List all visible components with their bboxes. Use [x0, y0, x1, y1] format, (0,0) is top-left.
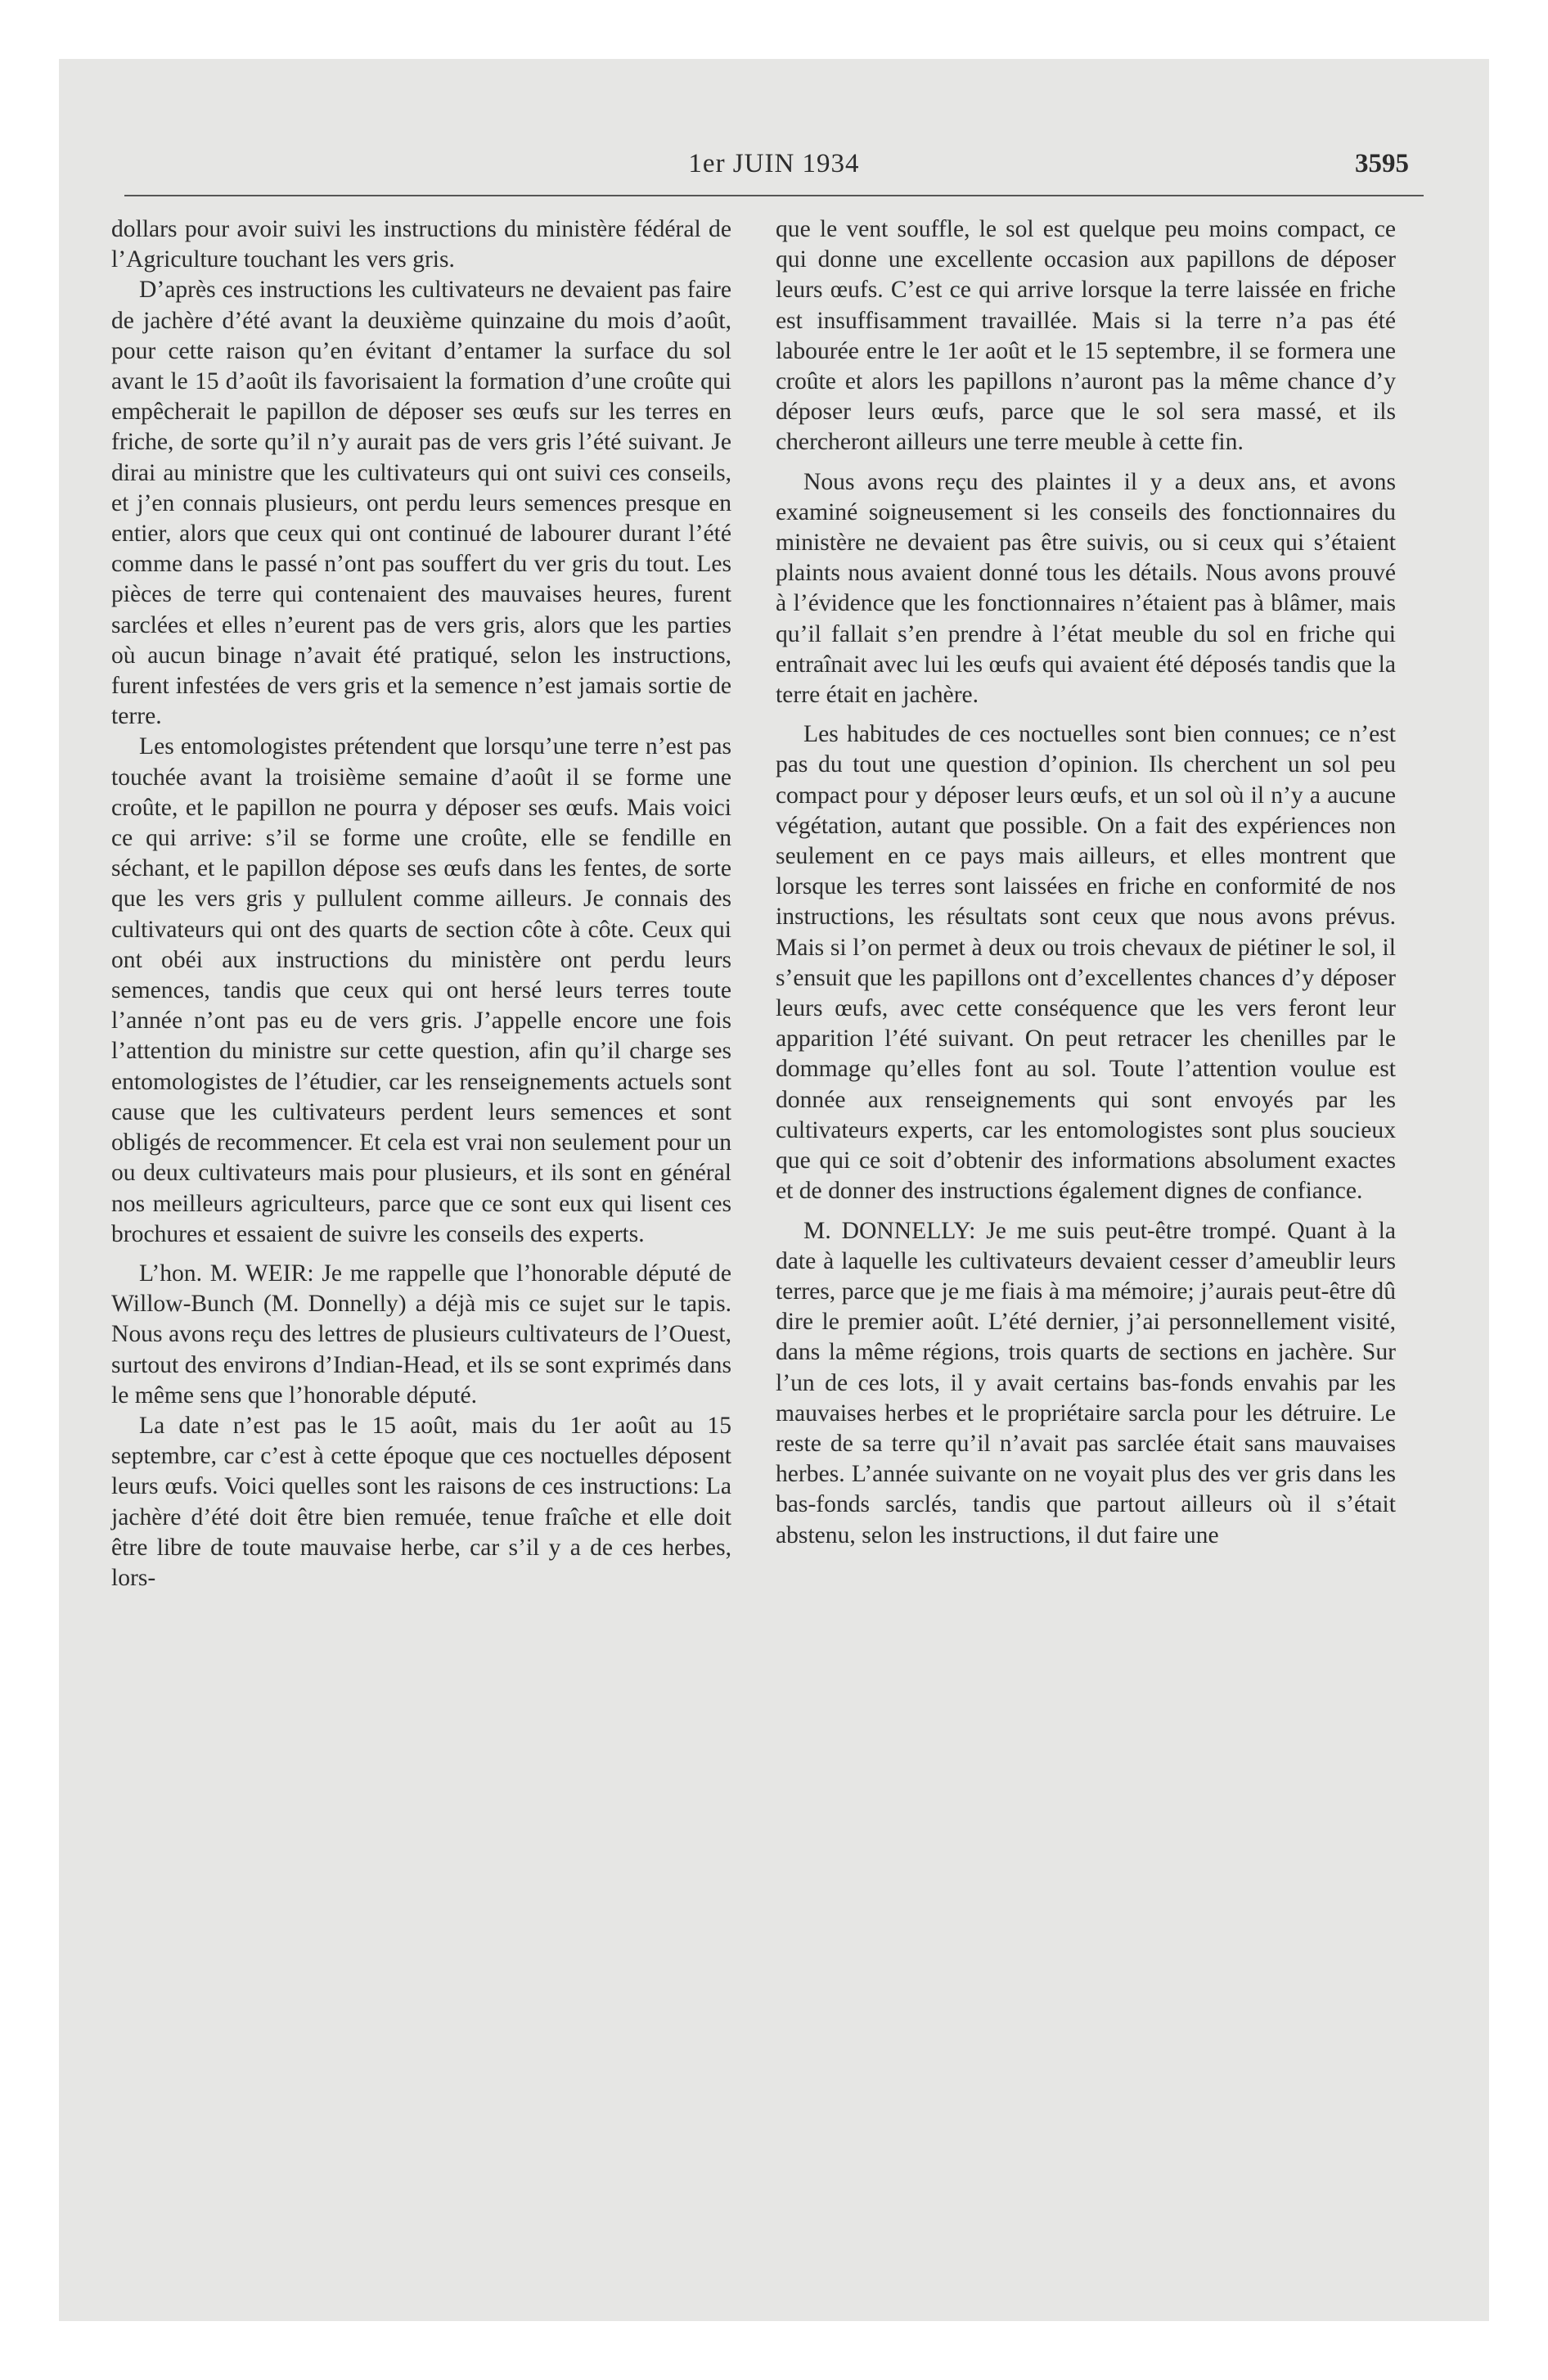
paragraph: La date n’est pas le 15 août, mais du 1er août au 15 septembre, car c’est à cette époque que ces noctuelles déposent leurs œufs. Voici quelles sont les raisons de ces instructions: La jachère d’été doit être bien remuée, tenue fraîche et elle doit être libre de toute mauvaise herbe, car s’il y a de ces herbes, lors- [111, 1412, 731, 1591]
header-date: 1er JUIN 1934 [688, 149, 860, 178]
paragraph: M. DONNELLY: Je me suis peut-être trompé. Quant à la date à laquelle les cultivateurs devaient cesser d’ameublir leurs terres, parce que je me fiais à ma mémoire; j’aurais peut-être dû dire le premier août. L’été dernier, j’ai personnellement visité, dans la même régions, trois quarts de sections en jachère. Sur l’un de ces lots, il y avait certains bas-fonds envahis par les mauvaises herbes et le propriétaire sarcla pour les détruire. Le reste de sa terre qu’il n’avait pas sarclée était sans mauvaises herbes. L’année suivante on ne voyait plus des ver gris dans les bas-fonds sarclés, tandis que partout ailleurs où il s’était abstenu, selon les instructions, il dut faire une [776, 1217, 1396, 1548]
paragraph: Nous avons reçu des plaintes il y a deux ans, et avons examiné soigneusement si les conseils des fonctionnaires du ministère ne devaient pas être suivis, ou si ceux qui s’étaient plaints nous avaient donné tous les détails. Nous avons prouvé à l’évidence que les fonctionnaires n’étaient pas à blâmer, mais qu’il fallait s’en prendre à l’état meuble du sol en friche qui entraînait avec lui les œufs qui avaient été déposés tandis que la terre était en jachère. [776, 468, 1396, 709]
paragraph: Les habitudes de ces noctuelles sont bien connues; ce n’est pas du tout une question d’opinion. Ils cherchent un sol peu compact pour y déposer leurs œufs, et un sol où il n’y a aucune végétation, autant que possible. On a fait des expériences non seulement en ce pays mais ailleurs, et elles montrent que lorsque les terres sont laissées en friche en conformité de nos instructions, les résultats sont ceux que nous avons prévus. Mais si l’on permet à deux ou trois chevaux de piétiner le sol, il s’ensuit que les papillons ont d’excellentes chances d’y déposer leurs œufs, avec cette conséquence que les vers feront leur apparition l’été suivant. On peut retracer les chenilles par le dommage qu’elles font au sol. Toute l’attention voulue est donnée aux renseignements qui sont envoyés par les cultivateurs experts, car les entomologistes sont plus soucieux que qui ce soit d’obtenir des informations absolument exactes et de donner des instructions également dignes de confiance. [776, 721, 1396, 1205]
paragraph: D’après ces instructions les cultivateurs ne devaient pas faire de jachère d’été avant la deuxième quinzaine du mois d’août, pour cette raison qu’en évitant d’entamer la surface du sol avant le 15 d’août ils favorisaient la formation d’une croûte qui empêcherait le papillon de déposer ses œufs sur les terres en friche, de sorte qu’il n’y aurait pas de vers gris l’été suivant. Je dirai au ministre que les cultivateurs qui ont suivi ces conseils, et j’en connais plusieurs, ont perdu leurs semences presque en entier, alors que ceux qui ont continué de labourer durant l’été comme dans le passé n’ont pas souffert du ver gris du tout. Les pièces de terre qui contenaient des mauvaises heures, furent sarclées et elles n’eurent pas de vers gris, alors que les parties où aucun binage n’avait été pratiqué, selon les instructions, furent infestées de vers gris et la semence n’est jamais sortie de terre. [111, 277, 731, 730]
paragraph: dollars pour avoir suivi les instructions du ministère fédéral de l’Agriculture touchant les vers gris. [111, 216, 731, 273]
page-header [124, 149, 1424, 182]
scanned-page [59, 59, 1489, 2321]
paragraph: que le vent souffle, le sol est quelque peu moins compact, ce qui donne une excellente occasion aux papillons de déposer leurs œufs. C’est ce qui arrive lorsque la terre laissée en friche est insuffisamment travaillée. Mais si la terre n’a pas été labourée entre le 1er août et le 15 septembre, il se formera une croûte et alors les papillons n’auront pas la même chance d’y déposer leurs œufs, parce que le sol sera massé, et ils chercheront ailleurs une terre meuble à cette fin. [776, 216, 1396, 456]
page-number: 3595 [1355, 149, 1409, 178]
paragraph: L’hon. M. WEIR: Je me rappelle que l’honorable député de Willow-Bunch (M. Donnelly) a déjà mis ce sujet sur le tapis. Nous avons reçu des lettres de plusieurs cultivateurs de l’Ouest, surtout des environs d’Indian-Head, et ils se sont exprimés dans le même sens que l’honorable député. [111, 1260, 731, 1409]
left-column [111, 214, 731, 1593]
page [59, 59, 1489, 2321]
right-column [776, 214, 1396, 1551]
header-rule [124, 195, 1424, 196]
paragraph: Les entomologistes prétendent que lorsqu’une terre n’est pas touchée avant la troisième semaine d’août il se forme une croûte, et le papillon ne pourra y déposer ses œufs. Mais voici ce qui arrive: s’il se forme une croûte, elle se fendille en séchant, et le papillon dépose ses œufs dans les fentes, de sorte que les vers gris y pullulent comme ailleurs. Je connais des cultivateurs qui ont des quarts de section côte à côte. Ceux qui ont obéi aux instructions du ministère ont perdu leurs semences, tandis que ceux qui ont hersé leurs terres toute l’année n’ont pas eu de vers gris. J’appelle encore une fois l’attention du ministre sur cette question, afin qu’il charge ses entomologistes de l’étudier, car les renseignements actuels sont cause que les cultivateurs perdent leurs semences et sont obligés de recommencer. Et cela est vrai non seulement pour un ou deux cultivateurs mais pour plusieurs, et ils sont en général nos meilleurs agriculteurs, parce que ce sont eux qui lisent ces brochures et essaient de suivre les conseils des experts. [111, 733, 731, 1247]
